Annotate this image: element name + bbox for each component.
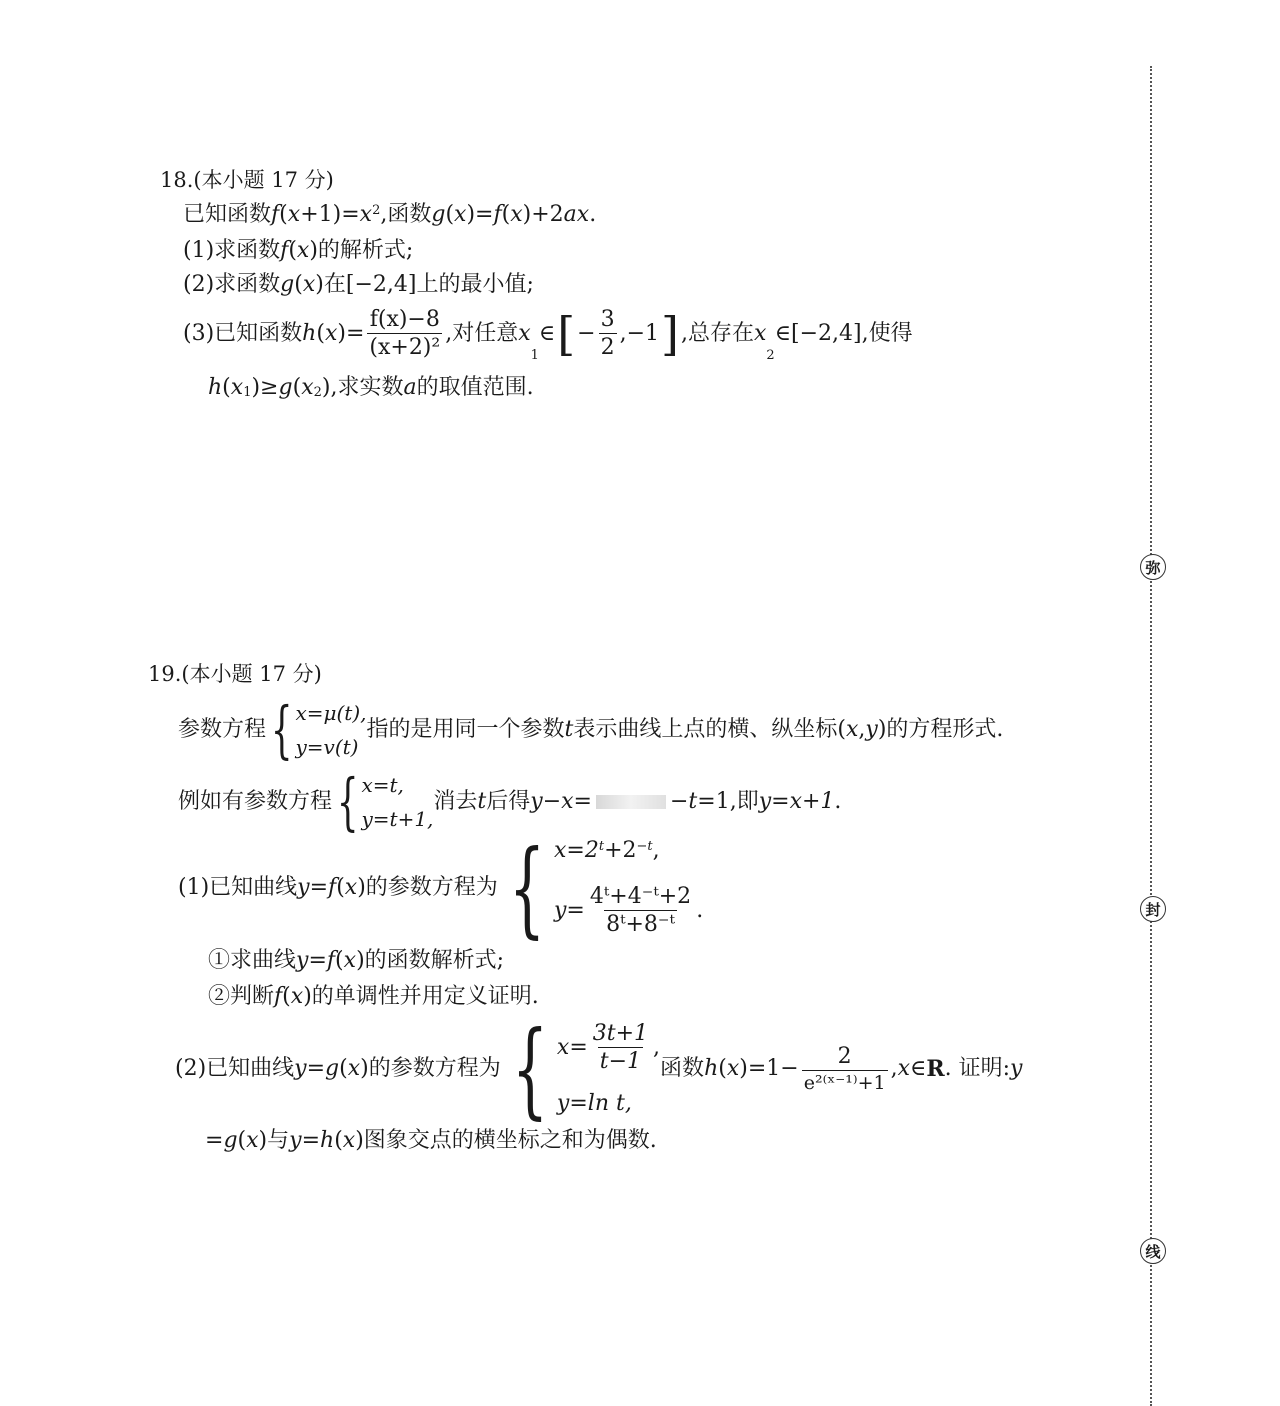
q19-intro: 参数方程 { x=μ(t), y=v(t) 指的是用同一个参数 t 表示曲线上点的横、纵坐标( x , y )的方程形式. — [178, 693, 1004, 766]
binding-dotted-line — [1150, 66, 1152, 1406]
parametric-system-g: x= $\frac{3t+1}{t-1}$ , y=ln t, — [556, 1021, 661, 1116]
x-fraction: $\frac{3t+1}{t-1}$ — [592, 1021, 649, 1074]
y-fraction: $\frac{\text{4ᵗ+4⁻ᵗ+2}}{\text{8ᵗ+8⁻ᵗ}}$ — [589, 884, 692, 937]
parametric-system-general: x=μ(t), y=v(t) — [295, 701, 367, 759]
seal-mi: 弥 — [1140, 554, 1166, 580]
q18-part3: (3)已知函数 h ( x )= $\frac{f(x)-8}{\text{(x+2)²}}$ ,对任意 x 1 ∈ [ − $\frac{3}{2}$ ,−1 ] ,总存在 x 2 ∈[−2,4],使得 — [183, 307, 913, 363]
h-fraction: $\frac{f(x)-8}{\text{(x+2)²}}$ — [369, 307, 441, 360]
q19-example: 例如有参数方程 { x=t, y=t+1, 消去 t 后得 y−x= − t =1,即 y=x+1 . — [178, 765, 842, 838]
q19-part1-item1: ①求曲线 y = f ( x )的函数解析式; — [208, 948, 505, 973]
parametric-system-example: x=t, y=t+1, — [361, 773, 434, 831]
q19-part1-item2: ②判断 f ( x )的单调性并用定义证明. — [208, 984, 539, 1009]
system-brace: { — [336, 765, 359, 838]
system-brace: { — [270, 693, 293, 766]
q18-statement: 已知函数 f ( x +1)= x $^2$ ,函数 g ( x )= f ( x )+2 ax . — [183, 202, 597, 227]
system-brace: { — [511, 1008, 549, 1130]
q18-part1: (1)求函数 f ( x )的解析式; — [183, 238, 414, 263]
h-fraction-exp: $\frac{2}{\text{e²⁽ˣ⁻¹⁾+1}}$ — [803, 1043, 886, 1094]
q19-header: 19.(本小题 17 分) — [148, 662, 322, 686]
q19-part2-continued: = g ( x )与 y = h ( x )图象交点的横坐标之和为偶数. — [205, 1128, 657, 1153]
parametric-system-f: x=2 $^t$ +2 $^{-t}$ , y= $\frac{\text{4ᵗ+4⁻ᵗ+2}}{\text{8ᵗ+8⁻ᵗ}}$ . — [553, 838, 704, 937]
seal-xian: 线 — [1140, 1238, 1166, 1264]
q18-part3-continued: h ( x $_1$ )≥ g ( x $_2$ ),求实数 a 的取值范围. — [208, 375, 534, 400]
three-halves-fraction: $\frac{3}{2}$ — [600, 307, 615, 360]
q19-part1: (1)已知曲线 y = f ( x )的参数方程为 { x=2 $^t$ +2 $^{-t}$ , y= $\frac{\text{4ᵗ+4⁻ᵗ+2}}{\text{8ᵗ+8⁻ᵗ}}$ . — [178, 827, 704, 949]
seal-feng: 封 — [1140, 896, 1166, 922]
q19-part2: (2)已知曲线 y = g ( x )的参数方程为 { x= $\frac{3t+1}{t-1}$ , y=ln t, 函数 h ( x )=1− $\frac{2}{\text{e²⁽ˣ⁻¹⁾+1}}$ , x ∈ R . 证明: y — [175, 1008, 1023, 1130]
q18-header: 18.(本小题 17 分) — [160, 168, 334, 192]
q18-part2: (2)求函数 g ( x )在[−2,4]上的最小值; — [183, 272, 534, 297]
system-brace: { — [508, 827, 546, 949]
blurred-region — [596, 795, 666, 809]
